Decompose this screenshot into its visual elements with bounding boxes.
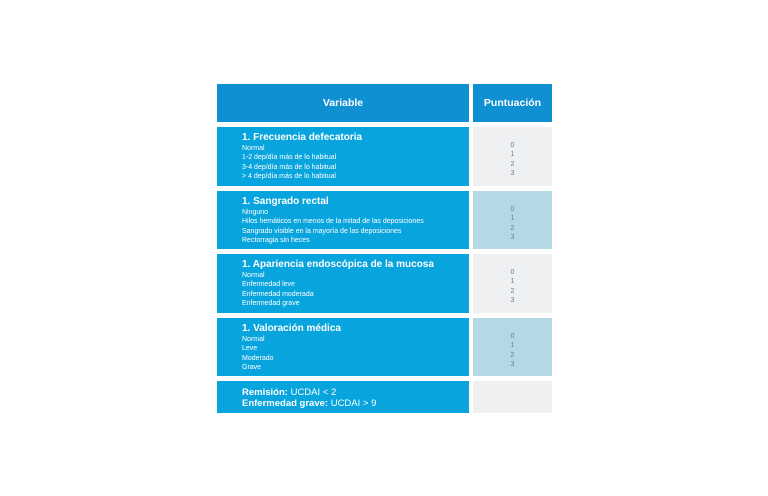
option-item: Enfermedad grave: [242, 299, 300, 307]
option-item: Leve: [242, 345, 258, 353]
section-valoracion: [217, 318, 552, 376]
footer-row: [217, 381, 552, 413]
severe-label: Enfermedad grave:: [242, 398, 329, 409]
score-value: 1: [510, 151, 515, 159]
section-title: 1. Valoración médica: [242, 323, 341, 334]
score-value: 0: [510, 206, 515, 213]
score-cell: [473, 191, 552, 249]
option-item: Rectorragia sin heces: [242, 236, 310, 244]
remission-label: Remisión:: [242, 387, 288, 398]
option-item: Normal: [242, 272, 265, 279]
score-value: 0: [510, 269, 515, 276]
option-item: Hilos hemáticos en menos de la mitad de las deposiciones: [242, 218, 424, 226]
remission-line: [242, 387, 469, 398]
score-value: 0: [510, 333, 515, 340]
option-item: Sangrado visible en la mayoría de las deposiciones: [242, 227, 402, 235]
section-apariencia: [217, 254, 552, 313]
option-item: Grave: [242, 363, 262, 371]
section-sangrado: [217, 191, 552, 249]
severe-value: UCDAI > 9: [330, 398, 377, 409]
score-value: 3: [510, 360, 515, 368]
footer-score-cell: [473, 381, 552, 413]
option-item: Enfermedad leve: [242, 281, 295, 289]
score-value: 1: [510, 342, 515, 350]
variable-header: Variable: [217, 84, 469, 122]
option-item: 1-2 dep/día más de lo habitual: [242, 154, 337, 162]
score-cell: [473, 318, 552, 376]
section-title: 1. Apariencia endoscópica de la mucosa: [242, 259, 434, 270]
severe-line: [242, 398, 469, 409]
option-item: Normal: [242, 145, 265, 152]
score-value: 3: [510, 169, 515, 177]
section-title: 1. Sangrado rectal: [242, 196, 329, 207]
score-value: 2: [510, 351, 515, 359]
score-value: 2: [510, 287, 515, 295]
option-item: Moderado: [242, 354, 274, 362]
option-item: 3-4 dep/día más de lo habitual: [242, 163, 337, 171]
option-item: Normal: [242, 336, 265, 343]
score-value: 2: [510, 224, 515, 232]
footer-main: [217, 381, 469, 413]
section-main: [217, 127, 469, 186]
section-main: [217, 191, 469, 249]
score-value: 1: [510, 215, 515, 223]
score-value: 1: [510, 278, 515, 286]
score-value: 0: [510, 142, 515, 149]
score-cell: [473, 254, 552, 313]
option-item: > 4 dep/día más de lo habitual: [242, 172, 336, 180]
header-row: [217, 84, 552, 122]
score-value: 2: [510, 160, 515, 168]
option-item: Enfermedad moderada: [242, 290, 314, 298]
ucdai-table: [217, 84, 552, 418]
score-value: 3: [510, 233, 515, 241]
section-main: [217, 318, 469, 376]
score-value: 3: [510, 296, 515, 304]
section-frecuencia: [217, 127, 552, 186]
score-header: Puntuación: [473, 84, 552, 122]
remission-value: UCDAI < 2: [290, 387, 337, 398]
section-main: [217, 254, 469, 313]
section-title: 1. Frecuencia defecatoria: [242, 132, 363, 143]
score-cell: [473, 127, 552, 186]
option-item: Ninguno: [242, 209, 269, 216]
